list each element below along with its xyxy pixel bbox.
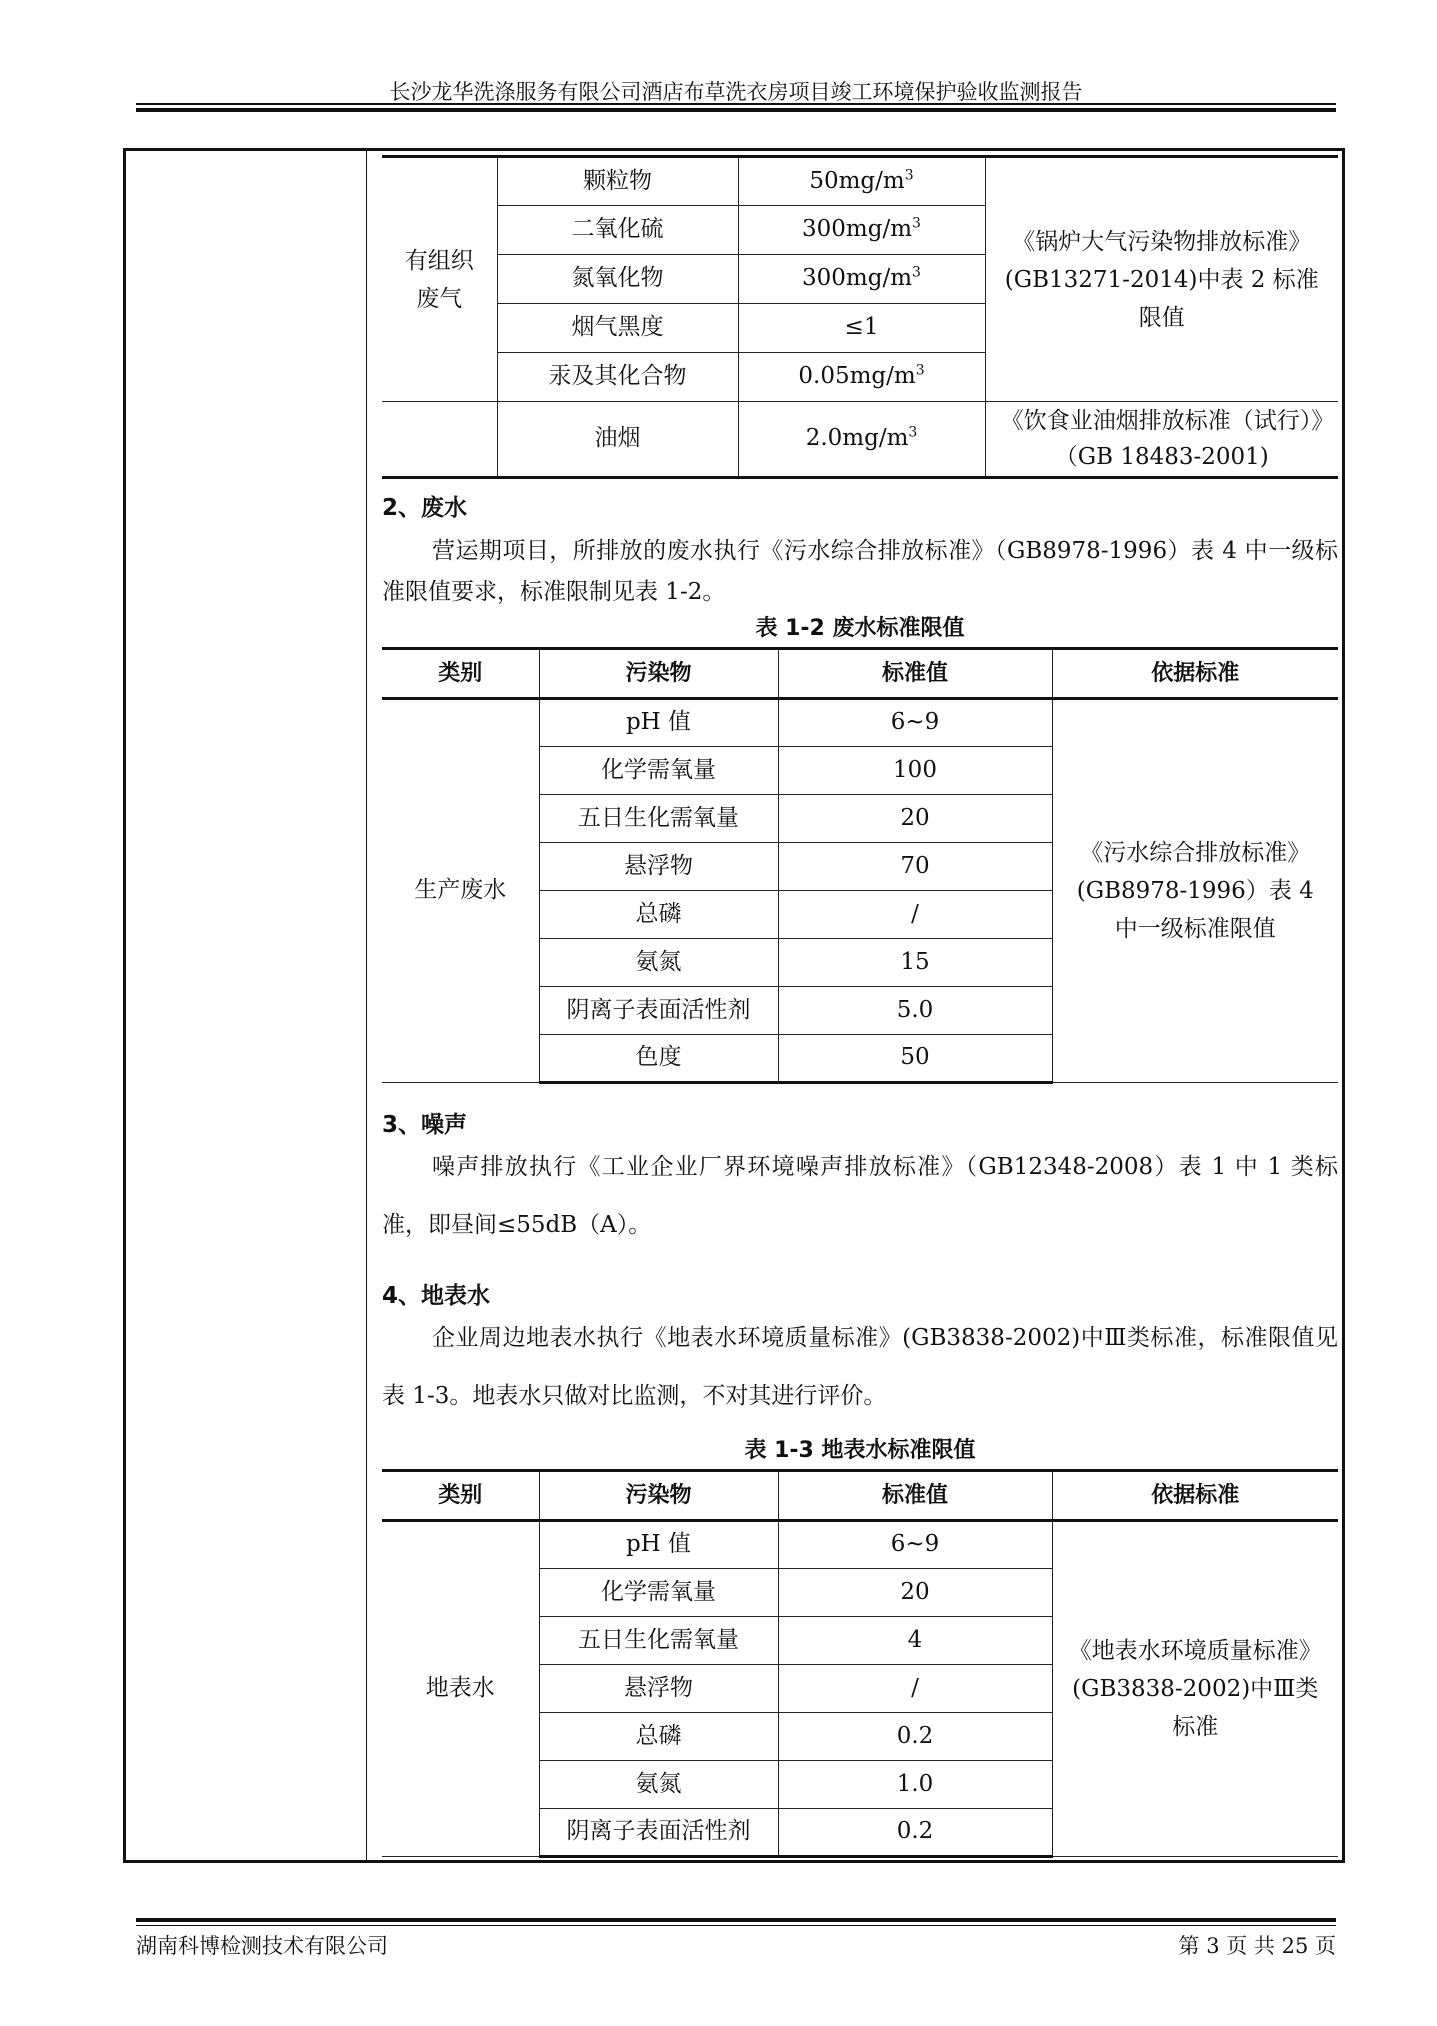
wastewater-standard-table [382, 647, 1338, 1084]
value-cell [738, 402, 985, 478]
superscript: 3 [912, 264, 921, 281]
header-basis: 依据标准 [1052, 1471, 1338, 1521]
value-cell: 5.0 [778, 987, 1052, 1035]
value-text: ≤1 [844, 314, 879, 341]
value-cell: 0.2 [778, 1809, 1052, 1857]
pollutant-cell: pH 值 [539, 699, 778, 747]
value-cell [738, 157, 985, 206]
pollutant-cell: 总磷 [539, 891, 778, 939]
surface-basis-cell: 《地表水环境质量标准》(GB3838-2002)中Ⅲ类标准 [1052, 1521, 1338, 1857]
header-category: 类别 [382, 649, 539, 699]
paragraph-wastewater: 营运期项目，所排放的废水执行《污水综合排放标准》（GB8978-1996）表 4 中一级标准限值要求，标准限制见表 1-2。 [382, 538, 1338, 605]
pollutant-cell: 总磷 [539, 1713, 778, 1761]
basis-cell-boiler: 《锅炉大气污染物排放标准》(GB13271-2014)中表 2 标准限值 [985, 157, 1338, 402]
table-header-row [382, 649, 1338, 699]
value-text: 50mg/m [809, 167, 905, 194]
paragraph-noise: 噪声排放执行《工业企业厂界环境噪声排放标准》（GB12348-2008）表 1 中 1 类标准，即昼间≤55dB（A）。 [382, 1154, 1338, 1238]
value-cell: 4 [778, 1617, 1052, 1665]
section-title-noise: 3、噪声 [382, 1112, 468, 1138]
header-basis: 依据标准 [1052, 649, 1338, 699]
value-cell: / [778, 1665, 1052, 1713]
gas-category-cell-cont [382, 402, 497, 478]
value-text: 300mg/m [802, 216, 913, 243]
pollutant-cell: pH 值 [539, 1521, 778, 1569]
pollutant-cell: 氨氮 [539, 1761, 778, 1809]
page-frame [123, 148, 1345, 1863]
pollutant-cell: 汞及其化合物 [497, 353, 738, 402]
value-text: 0.05mg/m [798, 363, 916, 390]
water-basis-cell: 《污水综合排放标准》(GB8978-1996）表 4 中一级标准限值 [1052, 699, 1338, 1083]
pollutant-cell: 五日生化需氧量 [539, 795, 778, 843]
header-value: 标准值 [778, 1471, 1052, 1521]
pollutant-cell: 油烟 [497, 402, 738, 478]
pollutant-cell: 颗粒物 [497, 157, 738, 206]
value-cell [738, 206, 985, 255]
pollutant-cell: 化学需氧量 [539, 1569, 778, 1617]
value-cell: 100 [778, 747, 1052, 795]
pollutant-cell: 色度 [539, 1035, 778, 1083]
frame-left-column-divider [366, 151, 367, 1860]
value-cell: 50 [778, 1035, 1052, 1083]
basis-cell-oil: 《饮食业油烟排放标准（试行）》（GB 18483-2001) [985, 402, 1338, 478]
value-cell: / [778, 891, 1052, 939]
pollutant-cell: 阴离子表面活性剂 [539, 987, 778, 1035]
header-pollutant: 污染物 [539, 1471, 778, 1521]
section-title-wastewater: 2、废水 [382, 495, 468, 521]
surface-category-cell: 地表水 [382, 1521, 539, 1857]
value-cell: 0.2 [778, 1713, 1052, 1761]
value-cell: 15 [778, 939, 1052, 987]
footer-rule-thick [136, 1918, 1336, 1922]
table-row [382, 699, 1338, 747]
header-pollutant: 污染物 [539, 649, 778, 699]
value-cell: 70 [778, 843, 1052, 891]
section-title-surface-water: 4、地表水 [382, 1283, 491, 1309]
surface-water-standard-table [382, 1469, 1338, 1858]
header-category: 类别 [382, 1471, 539, 1521]
value-cell: 6~9 [778, 699, 1052, 747]
value-cell: 20 [778, 795, 1052, 843]
value-cell [738, 255, 985, 304]
pollutant-cell: 悬浮物 [539, 1665, 778, 1713]
footer-page-number: 第 3 页 共 25 页 [1178, 1934, 1336, 1958]
pollutant-cell: 五日生化需氧量 [539, 1617, 778, 1665]
value-cell: 20 [778, 1569, 1052, 1617]
value-cell: 6~9 [778, 1521, 1052, 1569]
gas-category-cell: 有组织废气 [382, 157, 497, 402]
pollutant-cell: 化学需氧量 [539, 747, 778, 795]
superscript: 3 [908, 424, 918, 441]
value-cell: 1.0 [778, 1761, 1052, 1809]
gas-standard-table [382, 155, 1338, 479]
value-cell [738, 304, 985, 353]
superscript: 3 [912, 215, 921, 232]
superscript: 3 [904, 167, 914, 184]
pollutant-cell: 二氧化硫 [497, 206, 738, 255]
value-cell [738, 353, 985, 402]
footer-company: 湖南科博检测技术有限公司 [136, 1934, 388, 1958]
table-caption-1-2: 表 1-2 废水标准限值 [755, 616, 965, 641]
pollutant-cell: 悬浮物 [539, 843, 778, 891]
table-caption-1-3: 表 1-3 地表水标准限值 [744, 1438, 976, 1463]
header-value: 标准值 [778, 649, 1052, 699]
pollutant-cell: 烟气黑度 [497, 304, 738, 353]
footer-rule [136, 1925, 1336, 1926]
pollutant-cell: 氨氮 [539, 939, 778, 987]
table-row [382, 1521, 1338, 1569]
water-category-cell: 生产废水 [382, 699, 539, 1083]
value-text: 2.0mg/m [805, 425, 909, 452]
paragraph-surface-water: 企业周边地表水执行《地表水环境质量标准》(GB3838-2002)中Ⅲ类标准，标准限值见表 1-3。地表水只做对比监测，不对其进行评价。 [382, 1325, 1338, 1409]
pollutant-cell: 氮氧化物 [497, 255, 738, 304]
table-header-row [382, 1471, 1338, 1521]
pollutant-cell: 阴离子表面活性剂 [539, 1809, 778, 1857]
value-text: 300mg/m [802, 265, 913, 292]
header-rule-thick [136, 108, 1336, 112]
header-rule [136, 103, 1336, 105]
table-row [382, 402, 1338, 478]
table-row [382, 157, 1338, 206]
superscript: 3 [915, 362, 925, 379]
report-header-title: 长沙龙华洗涤服务有限公司酒店布草洗衣房项目竣工环境保护验收监测报告 [389, 80, 1083, 104]
